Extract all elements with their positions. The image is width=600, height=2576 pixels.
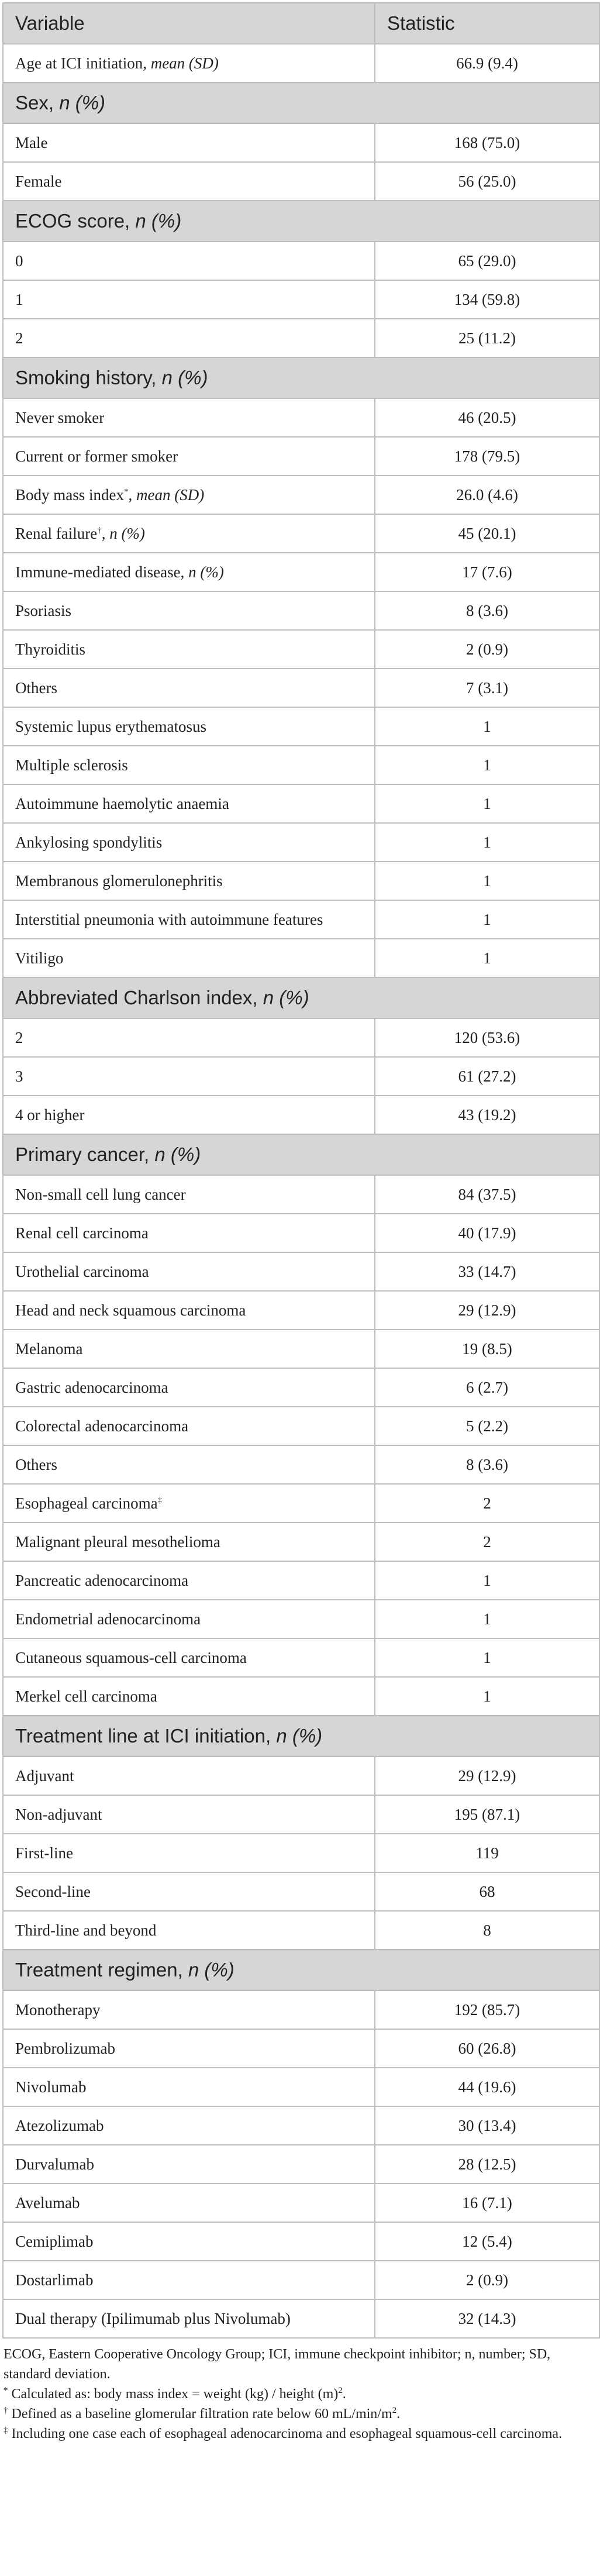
statistic-cell: 8 (3.6)	[375, 591, 599, 630]
table-row	[3, 1445, 599, 1484]
table-header-row	[3, 3, 599, 44]
statistic-cell: 7 (3.1)	[375, 669, 599, 707]
section-title-unit: n (%)	[161, 367, 208, 388]
statistics-table	[2, 2, 600, 2339]
table-row	[3, 2106, 599, 2145]
variable-cell	[3, 1484, 375, 1523]
statistic-cell: 16 (7.1)	[375, 2184, 599, 2222]
table-row	[3, 1677, 599, 1716]
section-title	[3, 1716, 599, 1757]
variable-cell	[3, 2145, 375, 2184]
section-title-text: Treatment line at ICI initiation,	[15, 1725, 277, 1747]
variable-label: Colorectal adenocarcinoma	[15, 1417, 189, 1435]
variable-cell	[3, 437, 375, 476]
variable-cell	[3, 823, 375, 862]
variable-unit: n (%)	[109, 524, 145, 542]
variable-cell	[3, 1018, 375, 1057]
statistic-cell: 84 (37.5)	[375, 1175, 599, 1214]
section-header-row	[3, 977, 599, 1018]
variable-label: Multiple sclerosis	[15, 756, 128, 774]
variable-label-tail: ,	[128, 485, 136, 504]
statistic-cell: 17 (7.6)	[375, 553, 599, 591]
statistic-cell: 60 (26.8)	[375, 2029, 599, 2068]
variable-label: Adjuvant	[15, 1766, 74, 1785]
variable-label: Autoimmune haemolytic anaemia	[15, 794, 229, 812]
section-title	[3, 977, 599, 1018]
table-row	[3, 707, 599, 746]
section-header-row	[3, 357, 599, 398]
variable-label: Cutaneous squamous-cell carcinoma	[15, 1648, 247, 1666]
variable-cell	[3, 630, 375, 669]
variable-cell	[3, 939, 375, 977]
variable-label: 0	[15, 252, 23, 270]
statistic-cell: 1	[375, 1600, 599, 1638]
variable-unit: n (%)	[188, 563, 224, 581]
variable-cell	[3, 1872, 375, 1911]
statistic-cell: 1	[375, 939, 599, 977]
statistic-cell: 65 (29.0)	[375, 242, 599, 280]
variable-cell	[3, 514, 375, 553]
footnote-superscript: 2	[338, 2386, 343, 2395]
section-title	[3, 1134, 599, 1175]
table-row	[3, 1638, 599, 1677]
section-title-text: Abbreviated Charlson index,	[15, 987, 263, 1008]
statistic-cell: 40 (17.9)	[375, 1214, 599, 1252]
table-row	[3, 437, 599, 476]
statistic-cell: 1	[375, 1677, 599, 1716]
variable-cell	[3, 2184, 375, 2222]
variable-label: Male	[15, 133, 48, 151]
section-title-unit: n (%)	[263, 987, 309, 1008]
section-title-text: Smoking history,	[15, 367, 162, 388]
section-header-row	[3, 82, 599, 123]
statistic-cell: 1	[375, 823, 599, 862]
variable-label: Immune-mediated disease,	[15, 563, 189, 581]
table-row	[3, 44, 599, 82]
statistic-cell: 12 (5.4)	[375, 2222, 599, 2261]
table-row	[3, 1484, 599, 1523]
table-row	[3, 1757, 599, 1795]
statistic-cell: 46 (20.5)	[375, 398, 599, 437]
variable-cell	[3, 1834, 375, 1872]
section-title	[3, 357, 599, 398]
table-row	[3, 1214, 599, 1252]
table-row	[3, 1990, 599, 2029]
variable-label: Urothelial carcinoma	[15, 1262, 149, 1280]
variable-label: 2	[15, 329, 23, 347]
variable-label: Melanoma	[15, 1339, 83, 1358]
footnote-text: Including one case each of esophageal adenocarcinoma and esophageal squamous-cell carcinoma.	[8, 2426, 563, 2441]
variable-label: Vitiligo	[15, 949, 64, 967]
table-row	[3, 319, 599, 357]
footnote-mark: †	[4, 2406, 8, 2415]
table-row	[3, 591, 599, 630]
variable-label: Non-adjuvant	[15, 1805, 102, 1823]
variable-label: Others	[15, 1455, 57, 1473]
variable-cell	[3, 1445, 375, 1484]
table-row	[3, 1523, 599, 1561]
statistic-cell: 30 (13.4)	[375, 2106, 599, 2145]
table-row	[3, 2029, 599, 2068]
table-row	[3, 476, 599, 514]
variable-cell	[3, 1057, 375, 1096]
variable-cell	[3, 1291, 375, 1330]
footnote-superscript: 2	[392, 2406, 397, 2415]
variable-label: Gastric adenocarcinoma	[15, 1378, 168, 1396]
table-row	[3, 784, 599, 823]
statistic-cell: 66.9 (9.4)	[375, 44, 599, 82]
table-row	[3, 1018, 599, 1057]
variable-cell	[3, 1911, 375, 1950]
variable-label: Merkel cell carcinoma	[15, 1687, 157, 1705]
statistic-cell: 1	[375, 862, 599, 900]
footnote-mark: ‡	[157, 1495, 163, 1505]
statistic-cell: 61 (27.2)	[375, 1057, 599, 1096]
variable-label: 2	[15, 1028, 23, 1046]
statistic-cell: 44 (19.6)	[375, 2068, 599, 2106]
variable-cell	[3, 2299, 375, 2338]
table-row	[3, 823, 599, 862]
statistic-cell: 19 (8.5)	[375, 1330, 599, 1368]
variable-label: Ankylosing spondylitis	[15, 833, 163, 851]
statistic-cell: 120 (53.6)	[375, 1018, 599, 1057]
variable-cell	[3, 553, 375, 591]
statistic-cell: 29 (12.9)	[375, 1757, 599, 1795]
statistic-cell: 2 (0.9)	[375, 630, 599, 669]
variable-cell	[3, 1096, 375, 1134]
variable-label: Malignant pleural mesothelioma	[15, 1532, 220, 1551]
section-title	[3, 1950, 599, 1990]
section-title-unit: n (%)	[154, 1144, 201, 1165]
variable-cell	[3, 398, 375, 437]
table-row	[3, 242, 599, 280]
table-row	[3, 1872, 599, 1911]
variable-label: First-line	[15, 1844, 73, 1862]
statistic-cell: 1	[375, 1638, 599, 1677]
statistic-cell: 43 (19.2)	[375, 1096, 599, 1134]
footnote-mark: †	[97, 525, 102, 535]
variable-label: 4 or higher	[15, 1106, 85, 1124]
variable-cell	[3, 1795, 375, 1834]
section-title-unit: n (%)	[59, 92, 106, 113]
variable-label: Dostarlimab	[15, 2271, 94, 2289]
table-row	[3, 162, 599, 201]
variable-cell	[3, 242, 375, 280]
statistic-cell: 2	[375, 1523, 599, 1561]
statistic-cell: 1	[375, 784, 599, 823]
variable-cell	[3, 476, 375, 514]
variable-cell	[3, 1330, 375, 1368]
variable-unit: mean (SD)	[150, 54, 219, 72]
table-row	[3, 123, 599, 162]
variable-label: Endometrial adenocarcinoma	[15, 1610, 201, 1628]
variable-cell	[3, 1990, 375, 2029]
variable-cell	[3, 1252, 375, 1291]
variable-cell	[3, 1757, 375, 1795]
variable-label: Cemiplimab	[15, 2232, 94, 2250]
footnote-text: Calculated as: body mass index = weight (kg) / height (m)	[8, 2386, 339, 2402]
statistic-cell: 134 (59.8)	[375, 280, 599, 319]
section-header-row	[3, 1134, 599, 1175]
variable-cell	[3, 1638, 375, 1677]
variable-label: Interstitial pneumonia with autoimmune features	[15, 910, 323, 928]
header-statistic: Statistic	[375, 3, 599, 44]
variable-label: Renal failure	[15, 524, 98, 542]
statistic-cell: 68	[375, 1872, 599, 1911]
variable-label: Esophageal carcinoma	[15, 1494, 158, 1512]
variable-cell	[3, 2068, 375, 2106]
statistic-cell: 195 (87.1)	[375, 1795, 599, 1834]
table-row	[3, 1911, 599, 1950]
variable-label: Body mass index	[15, 485, 124, 504]
table-row	[3, 1407, 599, 1445]
variable-cell	[3, 591, 375, 630]
table-row	[3, 746, 599, 784]
footnotes	[4, 2344, 596, 2444]
table-row	[3, 1368, 599, 1407]
statistic-cell: 8 (3.6)	[375, 1445, 599, 1484]
variable-label: Dual therapy (Ipilimumab plus Nivolumab)	[15, 2309, 291, 2327]
footnote-renal	[4, 2404, 596, 2424]
variable-cell	[3, 2106, 375, 2145]
variable-label: Nivolumab	[15, 2078, 87, 2096]
statistic-cell: 8	[375, 1911, 599, 1950]
section-header-row	[3, 1950, 599, 1990]
statistic-cell: 168 (75.0)	[375, 123, 599, 162]
statistic-cell: 28 (12.5)	[375, 2145, 599, 2184]
variable-label: Non-small cell lung cancer	[15, 1185, 186, 1203]
variable-label: Third-line and beyond	[15, 1921, 157, 1939]
variable-cell	[3, 862, 375, 900]
section-title-unit: n (%)	[135, 210, 182, 232]
variable-label: Membranous glomerulonephritis	[15, 872, 223, 890]
table-row	[3, 2299, 599, 2338]
statistic-cell: 178 (79.5)	[375, 437, 599, 476]
statistic-cell: 1	[375, 746, 599, 784]
table-row	[3, 1291, 599, 1330]
variable-cell	[3, 2222, 375, 2261]
variable-cell	[3, 746, 375, 784]
footnote-end: .	[396, 2406, 401, 2422]
variable-cell	[3, 162, 375, 201]
section-header-row	[3, 1716, 599, 1757]
variable-cell	[3, 2029, 375, 2068]
table-row	[3, 939, 599, 977]
section-title	[3, 82, 599, 123]
variable-label: Avelumab	[15, 2193, 80, 2212]
table-row	[3, 2261, 599, 2299]
variable-cell	[3, 707, 375, 746]
statistic-cell: 32 (14.3)	[375, 2299, 599, 2338]
table-row	[3, 1252, 599, 1291]
footnote-mark: ‡	[4, 2426, 8, 2435]
statistic-cell: 1	[375, 707, 599, 746]
footnote-text: Defined as a baseline glomerular filtration rate below 60 mL/min/m	[8, 2406, 392, 2422]
variable-label: Psoriasis	[15, 601, 72, 619]
table-row	[3, 2068, 599, 2106]
statistic-cell: 119	[375, 1834, 599, 1872]
variable-label: Thyroiditis	[15, 640, 85, 658]
section-title-unit: n (%)	[276, 1725, 323, 1747]
footnote-bmi	[4, 2384, 596, 2404]
footnote-esophageal	[4, 2424, 596, 2444]
variable-cell	[3, 1677, 375, 1716]
footnote-abbreviations: ECOG, Eastern Cooperative Oncology Group; ICI, immune checkpoint inhibitor; n, number; SD, standard deviation.	[4, 2347, 551, 2382]
variable-cell	[3, 1175, 375, 1214]
table-row	[3, 1096, 599, 1134]
variable-cell	[3, 784, 375, 823]
statistic-cell: 1	[375, 900, 599, 939]
variable-label: Female	[15, 172, 62, 190]
table-row	[3, 2145, 599, 2184]
variable-unit: mean (SD)	[136, 485, 205, 504]
table-row	[3, 1600, 599, 1638]
variable-cell	[3, 1214, 375, 1252]
variable-label: Renal cell carcinoma	[15, 1224, 149, 1242]
variable-cell	[3, 669, 375, 707]
table-row	[3, 1057, 599, 1096]
statistic-cell: 25 (11.2)	[375, 319, 599, 357]
variable-label: 3	[15, 1067, 23, 1085]
statistic-cell: 26.0 (4.6)	[375, 476, 599, 514]
section-title	[3, 201, 599, 242]
footnote-mark: *	[4, 2386, 8, 2395]
variable-label: Atezolizumab	[15, 2116, 104, 2134]
table-row	[3, 280, 599, 319]
statistic-cell: 6 (2.7)	[375, 1368, 599, 1407]
variable-label: Durvalumab	[15, 2155, 94, 2173]
table-row	[3, 1795, 599, 1834]
variable-cell	[3, 319, 375, 357]
variable-cell	[3, 1600, 375, 1638]
variable-label-tail: ,	[101, 524, 110, 542]
variable-label: Systemic lupus erythematosus	[15, 717, 206, 735]
table-row	[3, 669, 599, 707]
table-row	[3, 1561, 599, 1600]
variable-label: Monotherapy	[15, 2000, 101, 2019]
variable-label: 1	[15, 290, 23, 308]
table-row	[3, 1330, 599, 1368]
variable-cell	[3, 280, 375, 319]
variable-cell	[3, 1407, 375, 1445]
statistic-cell: 45 (20.1)	[375, 514, 599, 553]
variable-label: Never smoker	[15, 408, 105, 426]
variable-label: Second-line	[15, 1882, 91, 1900]
variable-cell	[3, 1523, 375, 1561]
section-title-text: ECOG score,	[15, 210, 136, 232]
variable-label: Age at ICI initiation,	[15, 54, 151, 72]
variable-label: Others	[15, 679, 57, 697]
table-row	[3, 1834, 599, 1872]
section-title-text: Primary cancer,	[15, 1144, 155, 1165]
statistic-cell: 192 (85.7)	[375, 1990, 599, 2029]
table-row	[3, 900, 599, 939]
statistic-cell: 56 (25.0)	[375, 162, 599, 201]
table-row	[3, 862, 599, 900]
statistic-cell: 33 (14.7)	[375, 1252, 599, 1291]
variable-cell	[3, 44, 375, 82]
table-row	[3, 630, 599, 669]
table-row	[3, 1175, 599, 1214]
table-row	[3, 398, 599, 437]
table-row	[3, 2184, 599, 2222]
statistic-cell: 29 (12.9)	[375, 1291, 599, 1330]
variable-cell	[3, 1561, 375, 1600]
footnote-end: .	[342, 2386, 346, 2402]
statistic-cell: 2 (0.9)	[375, 2261, 599, 2299]
variable-cell	[3, 123, 375, 162]
section-title-unit: n (%)	[188, 1959, 235, 1981]
variable-cell	[3, 900, 375, 939]
variable-label: Current or former smoker	[15, 447, 178, 465]
variable-label: Pancreatic adenocarcinoma	[15, 1571, 189, 1589]
section-title-text: Sex,	[15, 92, 60, 113]
statistic-cell: 1	[375, 1561, 599, 1600]
statistic-cell: 5 (2.2)	[375, 1407, 599, 1445]
statistic-cell: 2	[375, 1484, 599, 1523]
variable-label: Pembrolizumab	[15, 2039, 115, 2057]
variable-cell	[3, 1368, 375, 1407]
section-header-row	[3, 201, 599, 242]
variable-cell	[3, 2261, 375, 2299]
footnote-mark: *	[124, 487, 129, 497]
table-row	[3, 514, 599, 553]
section-title-text: Treatment regimen,	[15, 1959, 188, 1981]
table-body	[3, 44, 599, 2338]
variable-label: Head and neck squamous carcinoma	[15, 1301, 246, 1319]
header-variable: Variable	[3, 3, 375, 44]
table-row	[3, 553, 599, 591]
table-row	[3, 2222, 599, 2261]
